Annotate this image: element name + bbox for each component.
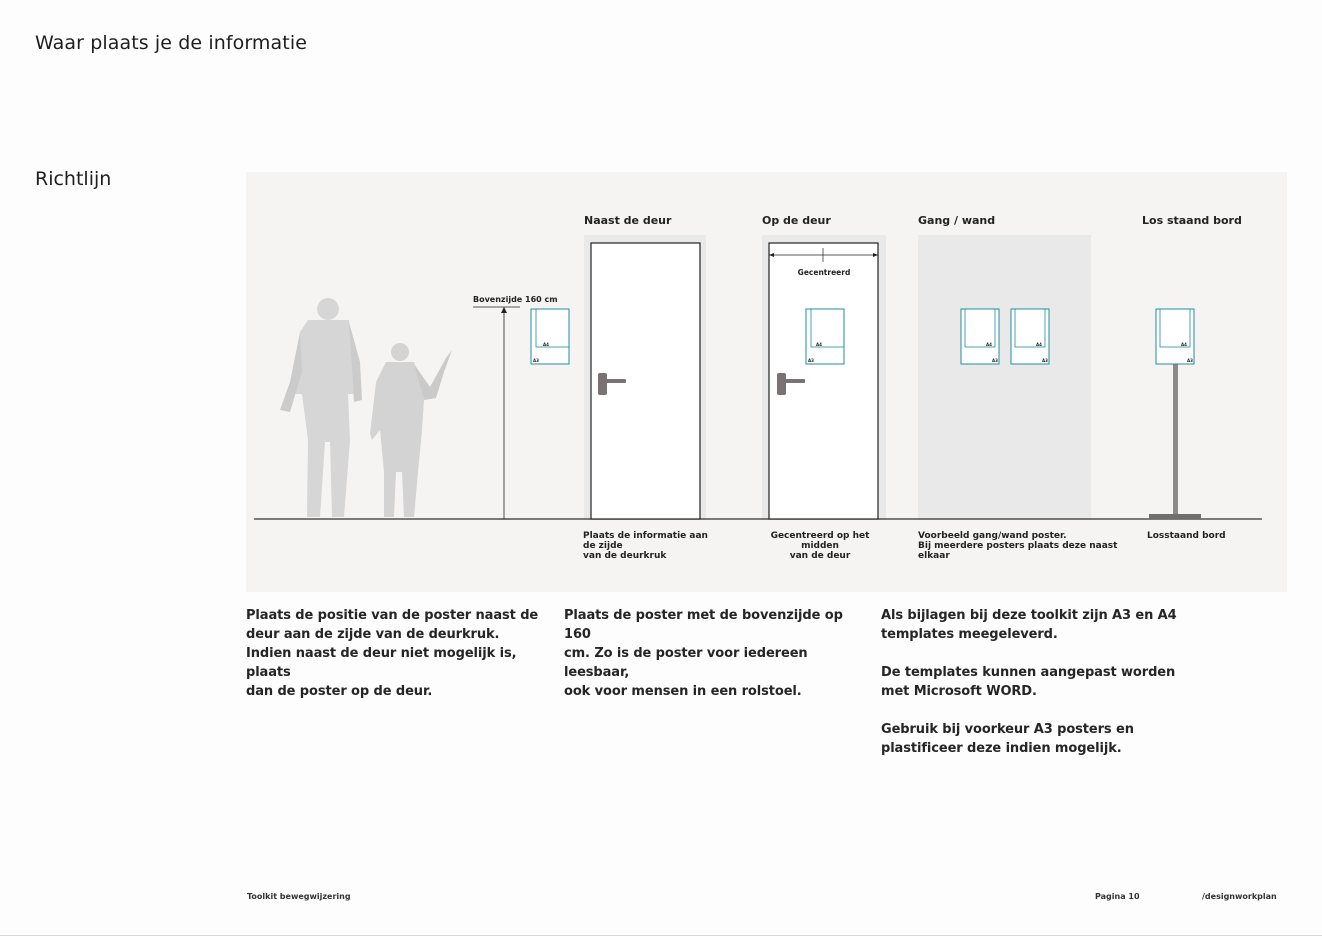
adult-figure-icon: [280, 298, 362, 517]
caption-gang: Voorbeeld gang/wand poster. Bij meerdere posters plaats deze naast elkaar: [918, 531, 1118, 561]
wall-gang: [918, 235, 1091, 520]
door-handle-icon: [777, 373, 786, 395]
svg-text:A3: A3: [808, 358, 814, 363]
section-title: Richtlijn: [35, 168, 112, 190]
heading-op-de-deur: Op de deur: [762, 214, 831, 227]
text-column-2: Plaats de poster met de bovenzijde op 160 cm. Zo is de poster voor iedereen leesbaar, ook voor mensen in een rolstoel.: [564, 608, 843, 699]
text-column-3: Als bijlagen bij deze toolkit zijn A3 en A4 templates meegeleverd. De templates kunnen aangepast worden met Microsoft WORD. Gebruik bij voorkeur A3 posters en plastificeer deze indien mogelijk.: [881, 608, 1177, 756]
caption-naast: Plaats de informatie aan de zijde van de deurkruk: [583, 531, 708, 561]
svg-text:A3: A3: [533, 358, 539, 363]
heading-gang-wand: Gang / wand: [918, 214, 996, 227]
poster-gang-1-icon: [961, 309, 999, 364]
footer-brand: /designworkplan: [1202, 892, 1277, 901]
centered-label: Gecentreerd: [797, 268, 851, 277]
svg-text:A3: A3: [1187, 358, 1193, 363]
svg-text:A4: A4: [986, 342, 992, 347]
door-op-icon: [769, 243, 878, 519]
door-handle-icon: [598, 373, 607, 395]
svg-text:A4: A4: [1036, 342, 1042, 347]
svg-text:A4: A4: [543, 342, 549, 347]
door-naast-icon: [591, 243, 700, 519]
standing-board-icon: [1149, 309, 1201, 519]
text-column-1: Plaats de positie van de poster naast de deur aan de zijde van de deurkruk. Indien naast de deur niet mogelijk is, plaats dan de poster op de deur.: [246, 608, 539, 699]
footer-document-title: Toolkit bewegwijzering: [247, 892, 351, 901]
height-label: Bovenzijde 160 cm: [473, 295, 558, 304]
footer-page-number: Pagina 10: [1095, 892, 1140, 901]
heading-naast-de-deur: Naast de deur: [584, 214, 672, 227]
child-figure-icon: [370, 343, 452, 517]
poster-gang-2-icon: [1011, 309, 1049, 364]
svg-text:A3: A3: [992, 358, 998, 363]
poster-op-icon: [806, 309, 844, 364]
illustration-drawing: [246, 172, 1287, 592]
poster-naast-icon: [531, 309, 569, 364]
placement-illustration: [246, 172, 1287, 592]
svg-text:A3: A3: [1042, 358, 1048, 363]
svg-text:A4: A4: [816, 342, 822, 347]
page-title: Waar plaats je de informatie: [35, 32, 308, 54]
caption-op: Gecentreerd op het midden van de deur: [770, 531, 870, 561]
caption-los: Losstaand bord: [1147, 531, 1226, 541]
svg-text:A4: A4: [1181, 342, 1187, 347]
heading-los-staand-bord: Los staand bord: [1142, 214, 1242, 227]
